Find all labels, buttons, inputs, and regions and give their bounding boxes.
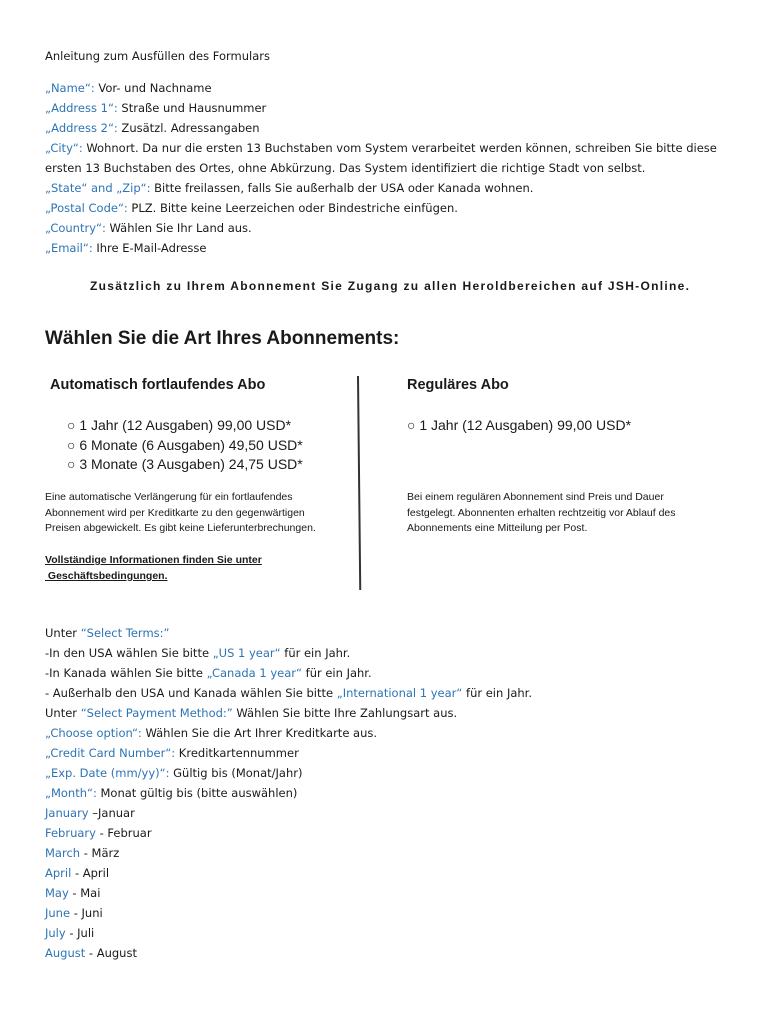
field-key: „Email“: xyxy=(45,241,93,255)
instruction-key: „Month“: xyxy=(45,786,97,800)
instruction-text: Wählen Sie bitte Ihre Zahlungsart aus. xyxy=(232,706,458,720)
instruction-key: „Canada 1 year“ xyxy=(206,666,302,680)
instruction-text: für ein Jahr. xyxy=(462,686,533,700)
instruction-key: May xyxy=(45,886,69,900)
auto-description-line: Preisen abgewickelt. Es gibt keine Lieferunterbrechungen. xyxy=(45,522,316,535)
instruction-line xyxy=(45,723,745,743)
instruction-line xyxy=(45,883,745,903)
terms-link-line[interactable]: Geschäftsbedingungen. xyxy=(45,570,168,582)
instruction-key: July xyxy=(45,926,66,940)
field-text: PLZ. Bitte keine Leerzeichen oder Bindestriche einfügen. xyxy=(127,201,458,215)
instruction-text: - Außerhalb den USA und Kanada wählen Sie bitte xyxy=(45,686,337,700)
instruction-text: für ein Jahr. xyxy=(280,646,351,660)
field-text: Bitte freilassen, falls Sie außerhalb der USA oder Kanada wohnen. xyxy=(150,181,534,195)
instruction-key: „Choose option“: xyxy=(45,726,142,740)
field-text: Wohnort. Da nur die ersten 13 Buchstaben vom System verarbeitet werden können, schreiben Sie bitte diese ersten 13 Buchstaben des Ortes, ohne Abkürzung. Das System identifiziert die richtige Stadt von selbst. xyxy=(45,141,717,175)
instruction-text: - Februar xyxy=(95,826,152,840)
instruction-line xyxy=(45,823,745,843)
field-instructions-list xyxy=(45,78,725,258)
field-key: „Postal Code“: xyxy=(45,201,128,215)
instruction-line xyxy=(45,623,745,643)
field-text: Vor- und Nachname xyxy=(94,81,212,95)
regular-options xyxy=(407,416,631,436)
auto-option-12-months[interactable]: ○ 1 Jahr (12 Ausgaben) 99,00 USD* xyxy=(67,417,292,433)
instruction-key: April xyxy=(45,866,72,880)
instruction-line xyxy=(45,743,745,763)
instruction-key: „Exp. Date (mm/yy)“: xyxy=(45,766,170,780)
field-key: „Address 2“: xyxy=(45,121,118,135)
regular-description xyxy=(407,490,676,537)
instruction-line xyxy=(45,923,745,943)
instruction-text: Kreditkartennummer xyxy=(175,746,299,760)
instruction-key: „International 1 year“ xyxy=(336,686,463,700)
instruction-text: - März xyxy=(80,846,120,860)
field-row-email xyxy=(45,238,725,258)
field-text: Wählen Sie Ihr Land aus. xyxy=(105,221,252,235)
regular-subscription-heading: Reguläres Abo xyxy=(407,377,509,393)
field-row-name xyxy=(45,78,725,98)
instruction-text: -In den USA wählen Sie bitte xyxy=(45,646,213,660)
instruction-key: March xyxy=(45,846,81,860)
field-row-city xyxy=(45,138,725,178)
instruction-key: June xyxy=(45,906,71,920)
instruction-line xyxy=(45,903,745,923)
field-row-postal-code xyxy=(45,198,725,218)
instruction-key: August xyxy=(45,946,86,960)
field-key: „State“ and „Zip“: xyxy=(45,181,151,195)
instruction-line xyxy=(45,763,745,783)
field-row-state-zip xyxy=(45,178,725,198)
regular-description-line: Abonnements eine Mitteilung per Post. xyxy=(407,522,588,535)
instruction-line xyxy=(45,863,745,883)
auto-subscription-heading: Automatisch fortlaufendes Abo xyxy=(50,377,266,393)
instruction-text: - Juni xyxy=(70,906,103,920)
instruction-line xyxy=(45,783,745,803)
instruction-line xyxy=(45,703,745,723)
instruction-text: Wählen Sie die Art Ihrer Kreditkarte aus. xyxy=(141,726,378,740)
auto-description xyxy=(45,490,316,537)
instruction-text: - Juli xyxy=(65,926,95,940)
field-key: „Country“: xyxy=(45,221,106,235)
subscription-heading: Wählen Sie die Art Ihres Abonnements: xyxy=(45,328,400,349)
field-key: „Name“: xyxy=(45,81,95,95)
field-row-country xyxy=(45,218,725,238)
instruction-text: Gültig bis (Monat/Jahr) xyxy=(169,766,303,780)
payment-instructions-list xyxy=(45,623,745,963)
instruction-key: “Select Terms:” xyxy=(80,626,170,640)
instruction-text: - Mai xyxy=(68,886,101,900)
auto-option-6-months[interactable]: ○ 6 Monate (6 Ausgaben) 49,50 USD* xyxy=(67,436,303,453)
regular-option-12-months[interactable]: ○ 1 Jahr (12 Ausgaben) 99,00 USD* xyxy=(407,417,632,433)
instruction-text: - April xyxy=(71,866,110,880)
field-key: „City“: xyxy=(45,141,83,155)
terms-link-line[interactable]: Vollständige Informationen finden Sie unter xyxy=(45,554,262,566)
instruction-line xyxy=(45,643,745,663)
field-text: Ihre E-Mail-Adresse xyxy=(92,241,207,255)
column-divider xyxy=(357,376,361,590)
regular-description-line: festgelegt. Abonnenten erhalten rechtzeitig vor Ablauf des xyxy=(407,506,676,519)
terms-link[interactable] xyxy=(45,552,262,584)
regular-description-line: Bei einem regulären Abonnement sind Preis und Dauer xyxy=(407,491,664,503)
instruction-line xyxy=(45,683,745,703)
instruction-text: - August xyxy=(85,946,137,960)
instructions-title: Anleitung zum Ausfüllen des Formulars xyxy=(45,49,270,63)
field-row-address1 xyxy=(45,98,725,118)
instruction-text: Unter xyxy=(45,626,81,640)
field-key: „Address 1“: xyxy=(45,101,118,115)
field-text: Straße und Hausnummer xyxy=(117,101,267,115)
access-notice: Zusätzlich zu Ihrem Abonnement Sie Zugang zu allen Heroldbereichen auf JSH-Online. xyxy=(90,279,691,293)
field-text: Zusätzl. Adressangaben xyxy=(117,121,260,135)
instruction-line xyxy=(45,663,745,683)
instruction-line xyxy=(45,943,745,963)
auto-option-3-months[interactable]: ○ 3 Monate (3 Ausgaben) 24,75 USD* xyxy=(67,456,303,472)
auto-options xyxy=(67,416,303,475)
instruction-text: Monat gültig bis (bitte auswählen) xyxy=(96,786,298,800)
instruction-line xyxy=(45,803,745,823)
instruction-text: -In Kanada wählen Sie bitte xyxy=(45,666,207,680)
instruction-text: Unter xyxy=(45,706,81,720)
instruction-key: February xyxy=(45,826,96,840)
auto-description-line: Eine automatische Verlängerung für ein fortlaufendes xyxy=(45,491,293,503)
instruction-line xyxy=(45,843,745,863)
instruction-key: January xyxy=(45,806,89,820)
instruction-text: für ein Jahr. xyxy=(301,666,372,680)
instruction-key: „Credit Card Number“: xyxy=(45,746,176,760)
instruction-key: „US 1 year“ xyxy=(212,646,281,660)
field-row-address2 xyxy=(45,118,725,138)
instruction-key: “Select Payment Method:” xyxy=(80,706,233,720)
instruction-text: –Januar xyxy=(88,806,135,820)
auto-description-line: Abonnement wird per Kreditkarte zu den gegenwärtigen xyxy=(45,506,305,519)
